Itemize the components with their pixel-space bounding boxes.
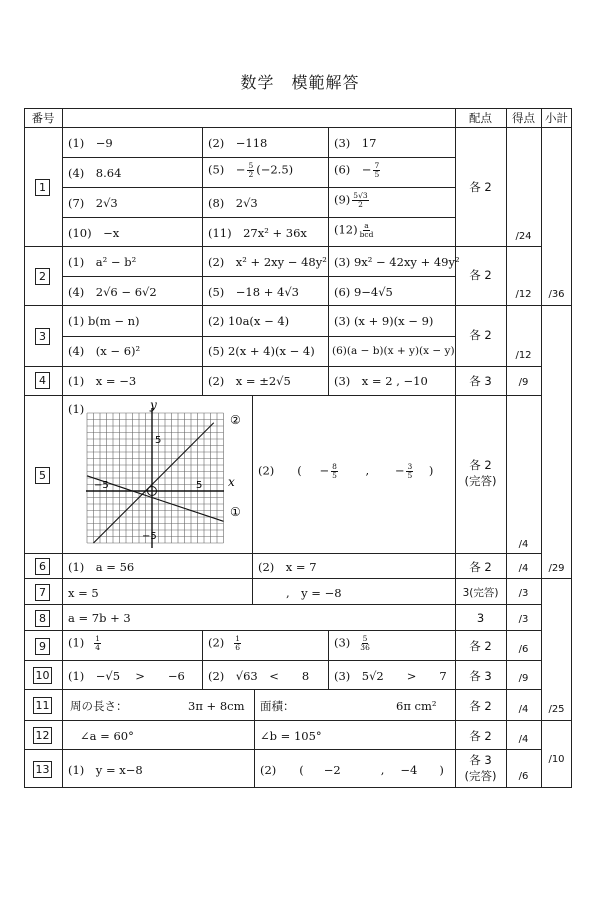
row-line xyxy=(24,604,542,605)
row-line xyxy=(24,720,572,721)
subtotal-7-11: /25 xyxy=(548,704,565,715)
answer-7-y: , y = −8 xyxy=(286,586,342,600)
graph-grid xyxy=(87,413,224,543)
row-line xyxy=(24,553,542,554)
answer-5-1-label: (1) xyxy=(68,402,85,416)
score-11: /4 xyxy=(518,704,529,715)
score-3: /12 xyxy=(515,350,532,361)
answer-3-2: (2) 10a(x − 4) xyxy=(208,314,290,328)
answer-5-2: (2) ( − $\frac{8}{5}$ , − $\frac{3}{5}$ ) xyxy=(258,462,434,480)
answer-10-1: (1) −√5 > −6 xyxy=(68,669,185,683)
answer-1-3: (3) 17 xyxy=(334,136,377,150)
answer-1-2: (2) −118 xyxy=(208,136,268,150)
row-line xyxy=(24,305,572,306)
subtotal-3-6: /29 xyxy=(548,563,565,574)
answer-10-2: (2) √63 < 8 xyxy=(208,669,310,683)
subrow-line xyxy=(62,217,455,218)
answer-13-1: (1) y = x−8 xyxy=(68,763,143,777)
question-number-2: 2 xyxy=(35,268,50,285)
answer-1-9: (9) $\frac{5√3}{2}$ xyxy=(334,191,368,209)
y-axis-label: y xyxy=(150,398,157,412)
answer-8: a = 7b + 3 xyxy=(68,611,131,625)
row-line xyxy=(24,689,542,690)
line-2-label: ② xyxy=(230,413,241,427)
points-1: 各 2 xyxy=(469,180,492,194)
col-line-points xyxy=(455,108,456,788)
answer-7-x: x = 5 xyxy=(68,586,99,600)
score-9: /6 xyxy=(518,644,529,655)
score-12: /4 xyxy=(518,734,529,745)
score-4: /9 xyxy=(518,377,529,388)
area-label: 面積： xyxy=(260,699,295,713)
question-number-12: 12 xyxy=(33,727,52,744)
x-tick-5: 5 xyxy=(196,480,203,491)
table-border-top xyxy=(24,108,572,109)
points-3: 各 2 xyxy=(469,328,492,342)
answer-2-3: (3) 9x² − 42xy + 49y² xyxy=(334,255,460,269)
score-10: /9 xyxy=(518,673,529,684)
answer-12-b: ∠b = 105° xyxy=(260,729,322,743)
question-number-8: 8 xyxy=(35,610,50,627)
score-8: /3 xyxy=(518,614,529,625)
question-number-3: 3 xyxy=(35,328,50,345)
answer-9-1: (1) $\frac{1}{4}$ xyxy=(68,634,101,652)
answer-col-line xyxy=(202,630,203,689)
row-line xyxy=(24,660,542,661)
answer-col-line xyxy=(328,127,329,395)
col-line-number xyxy=(62,108,63,788)
coordinate-graph xyxy=(82,398,254,552)
line-1-label: ① xyxy=(230,505,241,519)
score-13: /6 xyxy=(518,771,529,782)
subtotal-1-2: /36 xyxy=(548,289,565,300)
x-tick-neg5: −5 xyxy=(94,480,109,491)
answer-3-3: (3) (x + 9)(x − 9) xyxy=(334,314,434,328)
col-line-subtotal xyxy=(541,108,542,788)
row-line xyxy=(24,246,542,247)
score-1: /24 xyxy=(515,231,532,242)
subtotal-12-13: /10 xyxy=(548,754,565,765)
answer-1-10: (10) −x xyxy=(68,226,120,240)
answer-2-5: (5) −18 + 4√3 xyxy=(208,285,299,299)
subrow-line xyxy=(62,157,455,158)
points-13: 各 3 xyxy=(469,753,492,767)
perimeter-value: 3π + 8cm xyxy=(188,699,245,713)
question-number-5: 5 xyxy=(35,467,50,484)
y-tick-neg5: −5 xyxy=(142,531,157,542)
answer-1-1: (1) −9 xyxy=(68,136,113,150)
col-line-score xyxy=(506,108,507,788)
answer-4-1: (1) x = −3 xyxy=(68,374,137,388)
answer-2-6: (6) 9−4√5 xyxy=(334,285,393,299)
points-12: 各 2 xyxy=(469,729,492,743)
answer-1-4: (4) 8.64 xyxy=(68,166,122,180)
y-tick-5: 5 xyxy=(155,435,162,446)
question-number-13: 13 xyxy=(33,761,52,778)
points-4: 各 3 xyxy=(469,374,492,388)
answer-1-11: (11) 27x² + 36x xyxy=(208,226,307,240)
question-number-4: 4 xyxy=(35,372,50,389)
answer-9-2: (2) $\frac{1}{6}$ xyxy=(208,634,241,652)
answer-table xyxy=(24,108,572,788)
row-line xyxy=(24,578,572,579)
question-number-10: 10 xyxy=(33,667,52,684)
answer-13-2: (2) ( −2 , −4 ) xyxy=(260,763,444,777)
score-6: /4 xyxy=(518,563,529,574)
answer-12-a: ∠a = 60° xyxy=(80,729,134,743)
points-10: 各 3 xyxy=(469,669,492,683)
answer-9-3: (3) $\frac{5}{36}$ xyxy=(334,634,370,652)
answer-3-4: (4) (x − 6)² xyxy=(68,344,141,358)
row-line xyxy=(24,630,542,631)
answer-4-2: (2) x = ±2√5 xyxy=(208,374,291,388)
points-2: 各 2 xyxy=(469,268,492,282)
question-number-1: 1 xyxy=(35,179,50,196)
perimeter-label: 周の長さ： xyxy=(70,699,128,713)
header-subtotal: 小計 xyxy=(545,111,568,125)
score-5: /4 xyxy=(518,539,529,550)
row-line xyxy=(24,749,542,750)
answer-2-1: (1) a² − b² xyxy=(68,255,137,269)
header-points: 配点 xyxy=(469,111,492,125)
answer-1-7: (7) 2√3 xyxy=(68,196,118,210)
table-border-bottom xyxy=(24,787,572,788)
points-13-note: (完答) xyxy=(464,769,497,783)
page-title: 数学 模範解答 xyxy=(240,73,360,92)
answer-10-3: (3) 5√2 > 7 xyxy=(334,669,447,683)
answer-6-1: (1) a = 56 xyxy=(68,560,135,574)
row-line xyxy=(24,127,572,128)
answer-3-5: (5) 2(x + 4)(x − 4) xyxy=(208,344,315,358)
table-border-right xyxy=(571,108,572,788)
area-value: 6π cm² xyxy=(396,699,437,713)
points-9: 各 2 xyxy=(469,639,492,653)
question-number-6: 6 xyxy=(35,558,50,575)
score-2: /12 xyxy=(515,289,532,300)
row-line xyxy=(24,366,542,367)
header-number: 番号 xyxy=(31,111,55,125)
points-5-note: (完答) xyxy=(464,474,497,488)
points-8: 3 xyxy=(476,611,485,625)
row-line xyxy=(24,395,542,396)
answer-4-3: (3) x = 2 , −10 xyxy=(334,374,428,388)
points-6: 各 2 xyxy=(469,560,492,574)
subrow-line xyxy=(62,336,455,337)
points-11: 各 2 xyxy=(469,699,492,713)
subrow-line xyxy=(62,276,455,277)
answer-1-5: (5) − $\frac{5}{2}$ (−2.5) xyxy=(208,161,294,179)
answer-2-2: (2) x² + 2xy − 48y² xyxy=(208,255,327,269)
answer-1-8: (8) 2√3 xyxy=(208,196,258,210)
answer-1-12: (12) $\frac{a}{\text{bcd}}$ xyxy=(334,221,374,239)
table-border-left xyxy=(24,108,25,788)
answer-3-6: (6)(a − b)(x + y)(x − y) xyxy=(332,345,455,357)
question-number-9: 9 xyxy=(35,638,50,655)
answer-2-4: (4) 2√6 − 6√2 xyxy=(68,285,157,299)
answer-col-line xyxy=(254,689,255,788)
x-axis-label: x xyxy=(228,475,235,489)
score-7: /3 xyxy=(518,588,529,599)
answer-3-1: (1) b(m − n) xyxy=(68,314,140,328)
answer-col-line xyxy=(202,127,203,395)
question-number-11: 11 xyxy=(33,697,52,714)
subrow-line xyxy=(62,187,455,188)
answer-6-2: (2) x = 7 xyxy=(258,560,317,574)
question-number-7: 7 xyxy=(35,584,50,601)
answer-1-6: (6) − $\frac{7}{5}$ xyxy=(334,161,380,179)
header-score: 得点 xyxy=(512,111,535,125)
points-7: 3(完答) xyxy=(462,587,499,599)
points-5: 各 2 xyxy=(469,458,492,472)
answer-col-line xyxy=(328,630,329,689)
